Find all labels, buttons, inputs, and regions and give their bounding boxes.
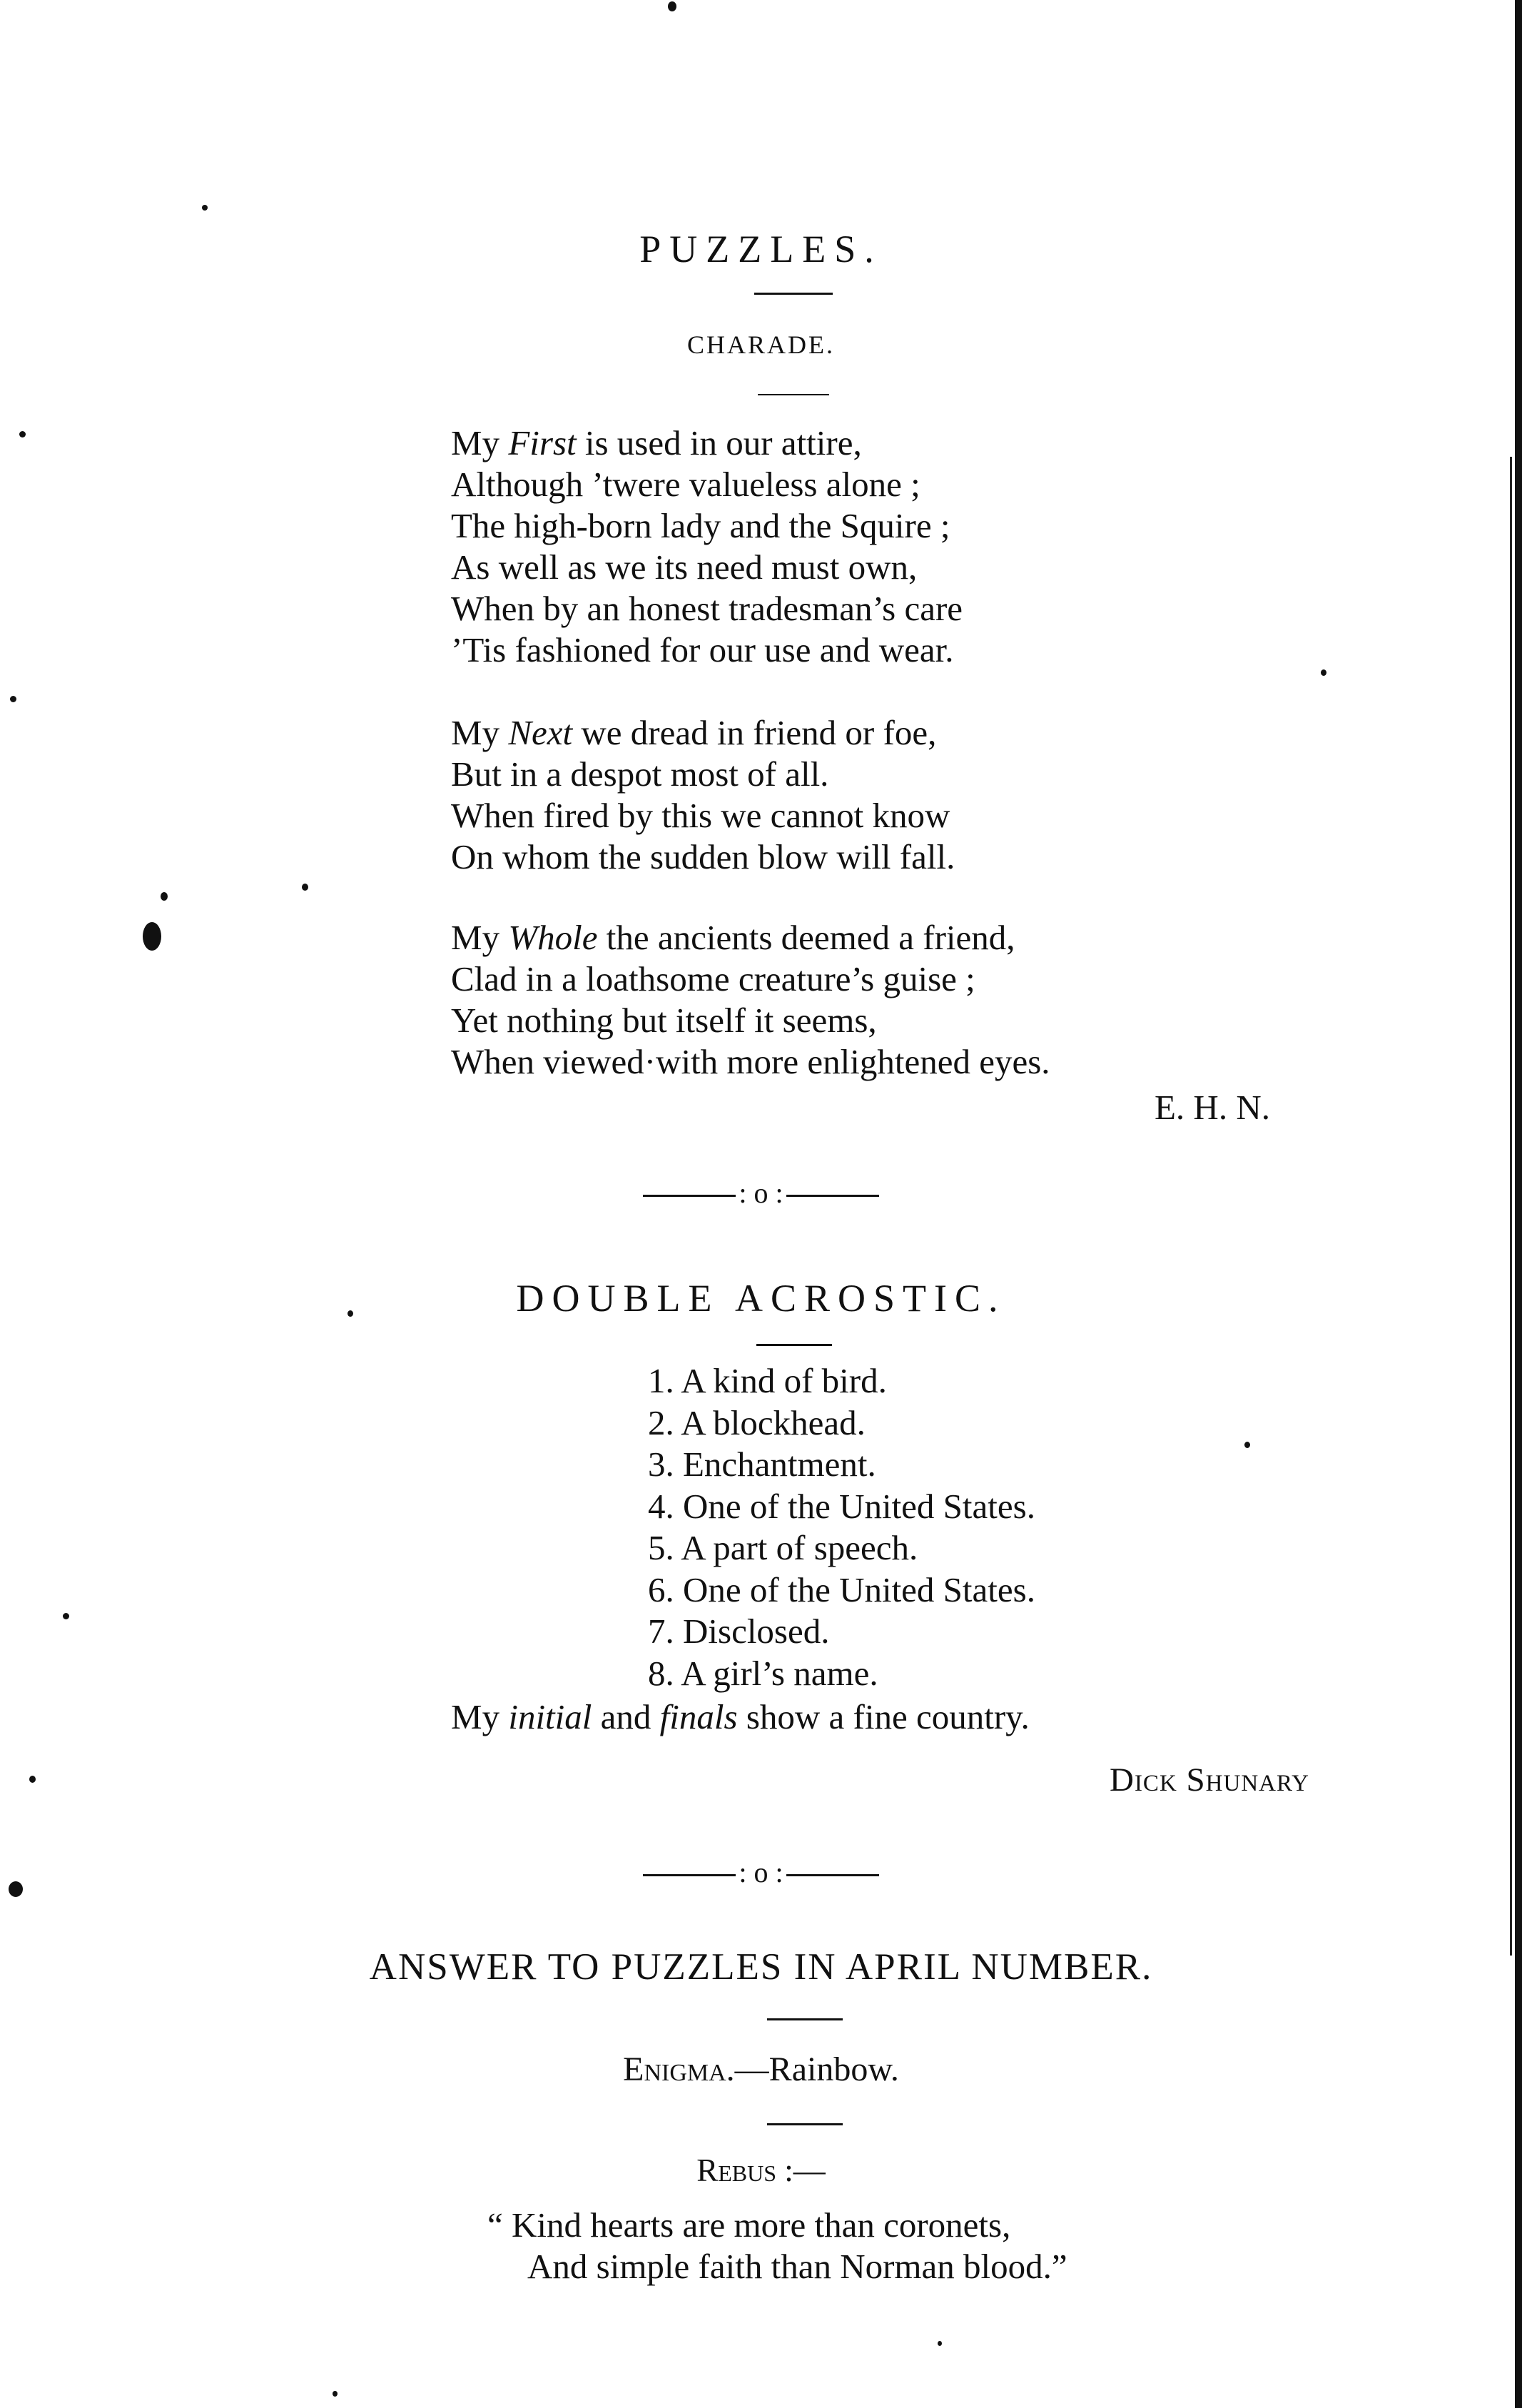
- separator-mark: : o :: [739, 1177, 783, 1209]
- charade-signature: E. H. N.: [1155, 1088, 1270, 1127]
- quote-line: “ Kind hearts are more than coronets,: [487, 2205, 1011, 2245]
- ink-speck: [10, 696, 16, 702]
- separator-mark: : o :: [739, 1856, 783, 1888]
- poem-line: Yet nothing but itself it seems,: [451, 1001, 877, 1040]
- charade-stanza-1: [451, 423, 963, 671]
- separator-dash: [786, 1874, 879, 1876]
- answers-title: ANSWER TO PUZZLES IN APRIL NUMBER.: [369, 1946, 1153, 1988]
- poem-line: When by an honest tradesman’s care: [451, 589, 963, 628]
- clue-item: 5. A part of speech.: [648, 1528, 918, 1567]
- poem-line: But in a despot most of all.: [451, 754, 829, 794]
- clue-item: 3. Enchantment.: [648, 1445, 876, 1484]
- ink-speck: [333, 2391, 338, 2397]
- poem-line: Clad in a loathsome creature’s guise ;: [451, 959, 975, 998]
- ink-speck: [161, 892, 168, 901]
- ink-speck: [302, 884, 308, 891]
- rebus-label: Rebus :—: [696, 2152, 826, 2188]
- clue-item: 4. One of the United States.: [648, 1486, 1035, 1526]
- clue-item: 7. Disclosed.: [648, 1612, 830, 1651]
- enigma-rule: [767, 2123, 843, 2125]
- rebus-quote: [487, 2205, 1067, 2287]
- ink-speck: [1244, 1442, 1250, 1448]
- ink-speck: [1321, 669, 1326, 676]
- poem-line: My Whole the ancients deemed a friend,: [451, 918, 1015, 957]
- poem-line: The high-born lady and the Squire ;: [451, 506, 950, 545]
- clue-item: 1. A kind of bird.: [648, 1361, 887, 1400]
- answers-rule: [767, 2018, 843, 2020]
- acrostic-signature: Dick Shunary: [1110, 1761, 1310, 1799]
- separator-dash: [643, 1874, 736, 1876]
- poem-line: My Next we dread in friend or foe,: [451, 713, 937, 752]
- acrostic-rule: [756, 1344, 832, 1346]
- title-rule: [754, 293, 833, 295]
- enigma-value: —Rainbow.: [734, 2050, 899, 2088]
- ink-speck: [668, 1, 676, 11]
- poem-line: As well as we its need must own,: [451, 547, 918, 587]
- poem-line: Although ’twere valueless alone ;: [451, 465, 920, 504]
- separator-dash: [643, 1195, 736, 1197]
- acrostic-clue-list: [648, 1360, 1035, 1694]
- double-acrostic-title: DOUBLE ACROSTIC.: [516, 1277, 1006, 1320]
- ink-speck: [19, 431, 26, 437]
- clue-item: 6. One of the United States.: [648, 1569, 1035, 1609]
- charade-stanza-2: [451, 712, 955, 878]
- poem-line: My First is used in our attire,: [451, 423, 862, 462]
- charade-stanza-3: [451, 917, 1050, 1083]
- ink-speck: [202, 205, 208, 211]
- poem-line: When viewed·with more enlightened eyes.: [451, 1042, 1050, 1081]
- clue-item: 8. A girl’s name.: [648, 1653, 878, 1693]
- ink-speck: [938, 2341, 942, 2346]
- poem-line: On whom the sudden blow will fall.: [451, 837, 955, 876]
- acrostic-conclusion: My initial and finals show a fine country.: [451, 1697, 1030, 1736]
- separator-dash: [786, 1195, 879, 1197]
- ink-speck: [63, 1613, 69, 1619]
- charade-rule: [758, 394, 829, 395]
- ink-speck: [29, 1776, 36, 1783]
- charade-heading: CHARADE.: [686, 330, 835, 359]
- poem-line: When fired by this we cannot know: [451, 796, 950, 835]
- clue-item: 2. A blockhead.: [648, 1402, 866, 1442]
- ink-blot: [143, 922, 161, 951]
- quote-line: And simple faith than Norman blood.”: [527, 2247, 1067, 2286]
- enigma-answer: [0, 2050, 1522, 2089]
- poem-line: ’Tis fashioned for our use and wear.: [451, 630, 954, 669]
- page-title: PUZZLES.: [639, 228, 883, 270]
- section-separator: [0, 1176, 1522, 1210]
- section-separator: [0, 1856, 1522, 1889]
- enigma-label: Enigma.: [623, 2050, 735, 2088]
